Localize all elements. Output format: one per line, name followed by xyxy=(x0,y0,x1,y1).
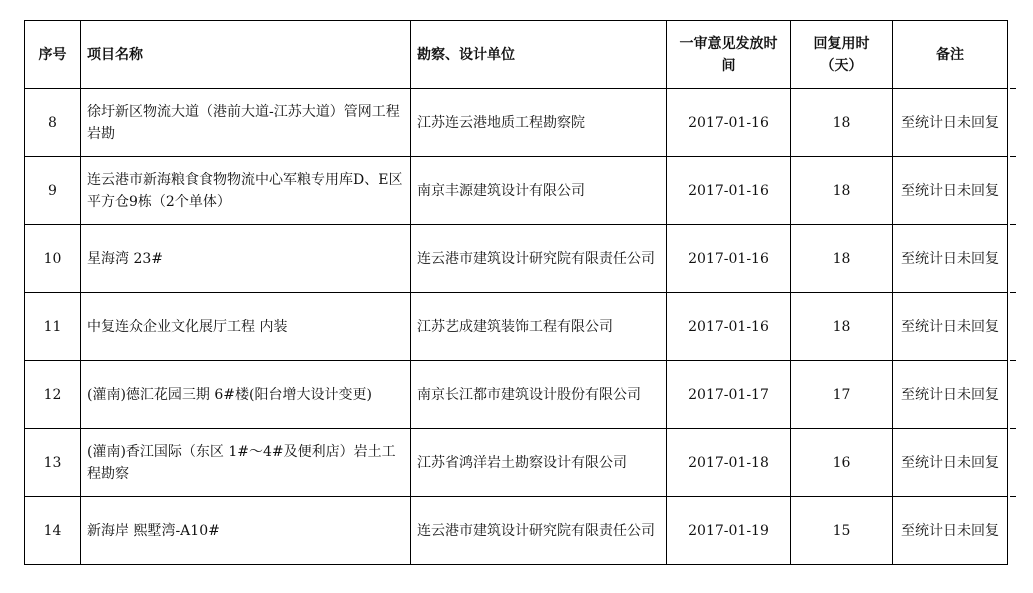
cell-note: 至统计日未回复 xyxy=(893,225,1008,293)
cell-unit: 江苏省鸿洋岩土勘察设计有限公司 xyxy=(411,429,667,497)
cell-num: 13 xyxy=(25,429,81,497)
cell-days: 18 xyxy=(791,89,893,157)
cell-unit: 江苏艺成建筑装饰工程有限公司 xyxy=(411,293,667,361)
header-name: 项目名称 xyxy=(81,21,411,89)
row-end-mark xyxy=(1010,292,1016,293)
cell-unit: 连云港市建筑设计研究院有限责任公司 xyxy=(411,225,667,293)
header-num: 序号 xyxy=(25,21,81,89)
header-row xyxy=(25,21,1008,89)
cell-note: 至统计日未回复 xyxy=(893,157,1008,225)
table-row xyxy=(25,361,1008,429)
row-end-mark xyxy=(1010,428,1016,429)
cell-note: 至统计日未回复 xyxy=(893,293,1008,361)
cell-days: 18 xyxy=(791,293,893,361)
cell-note: 至统计日未回复 xyxy=(893,429,1008,497)
cell-unit: 江苏连云港地质工程勘察院 xyxy=(411,89,667,157)
approval-table xyxy=(24,20,1008,565)
cell-unit: 南京丰源建筑设计有限公司 xyxy=(411,157,667,225)
cell-name: (灌南)香江国际（东区 1#～4#及便利店）岩土工程勘察 xyxy=(81,429,411,497)
cell-num: 12 xyxy=(25,361,81,429)
row-end-mark xyxy=(1010,360,1016,361)
cell-date: 2017-01-18 xyxy=(667,429,791,497)
cell-days: 18 xyxy=(791,157,893,225)
cell-name: 连云港市新海粮食食物物流中心军粮专用库D、E区平方仓9栋（2个单体） xyxy=(81,157,411,225)
cell-date: 2017-01-17 xyxy=(667,361,791,429)
table-row xyxy=(25,225,1008,293)
header-unit: 勘察、设计单位 xyxy=(411,21,667,89)
cell-days: 17 xyxy=(791,361,893,429)
table-row xyxy=(25,157,1008,225)
row-end-mark xyxy=(1010,496,1016,497)
cell-num: 14 xyxy=(25,497,81,565)
header-date: 一审意见发放时间 xyxy=(667,21,791,89)
table-row xyxy=(25,429,1008,497)
cell-name: 新海岸 熙墅湾-A10# xyxy=(81,497,411,565)
cell-name: 徐圩新区物流大道（港前大道-江苏大道）管网工程岩勘 xyxy=(81,89,411,157)
cell-date: 2017-01-16 xyxy=(667,293,791,361)
cell-name: (灌南)德汇花园三期 6#楼(阳台增大设计变更) xyxy=(81,361,411,429)
cell-days: 18 xyxy=(791,225,893,293)
cell-num: 9 xyxy=(25,157,81,225)
cell-name: 星海湾 23# xyxy=(81,225,411,293)
table-row xyxy=(25,497,1008,565)
row-end-mark xyxy=(1010,88,1016,89)
cell-unit: 南京长江都市建筑设计股份有限公司 xyxy=(411,361,667,429)
cell-date: 2017-01-19 xyxy=(667,497,791,565)
row-end-mark xyxy=(1010,156,1016,157)
cell-note: 至统计日未回复 xyxy=(893,361,1008,429)
cell-num: 11 xyxy=(25,293,81,361)
cell-name: 中复连众企业文化展厅工程 内装 xyxy=(81,293,411,361)
header-days: 回复用时（天） xyxy=(791,21,893,89)
cell-num: 8 xyxy=(25,89,81,157)
cell-unit: 连云港市建筑设计研究院有限责任公司 xyxy=(411,497,667,565)
cell-note: 至统计日未回复 xyxy=(893,89,1008,157)
cell-date: 2017-01-16 xyxy=(667,157,791,225)
cell-date: 2017-01-16 xyxy=(667,225,791,293)
cell-note: 至统计日未回复 xyxy=(893,497,1008,565)
cell-num: 10 xyxy=(25,225,81,293)
cell-days: 15 xyxy=(791,497,893,565)
row-end-mark xyxy=(1010,224,1016,225)
table-row xyxy=(25,293,1008,361)
table-row xyxy=(25,89,1008,157)
cell-days: 16 xyxy=(791,429,893,497)
header-note: 备注 xyxy=(893,21,1008,89)
cell-date: 2017-01-16 xyxy=(667,89,791,157)
